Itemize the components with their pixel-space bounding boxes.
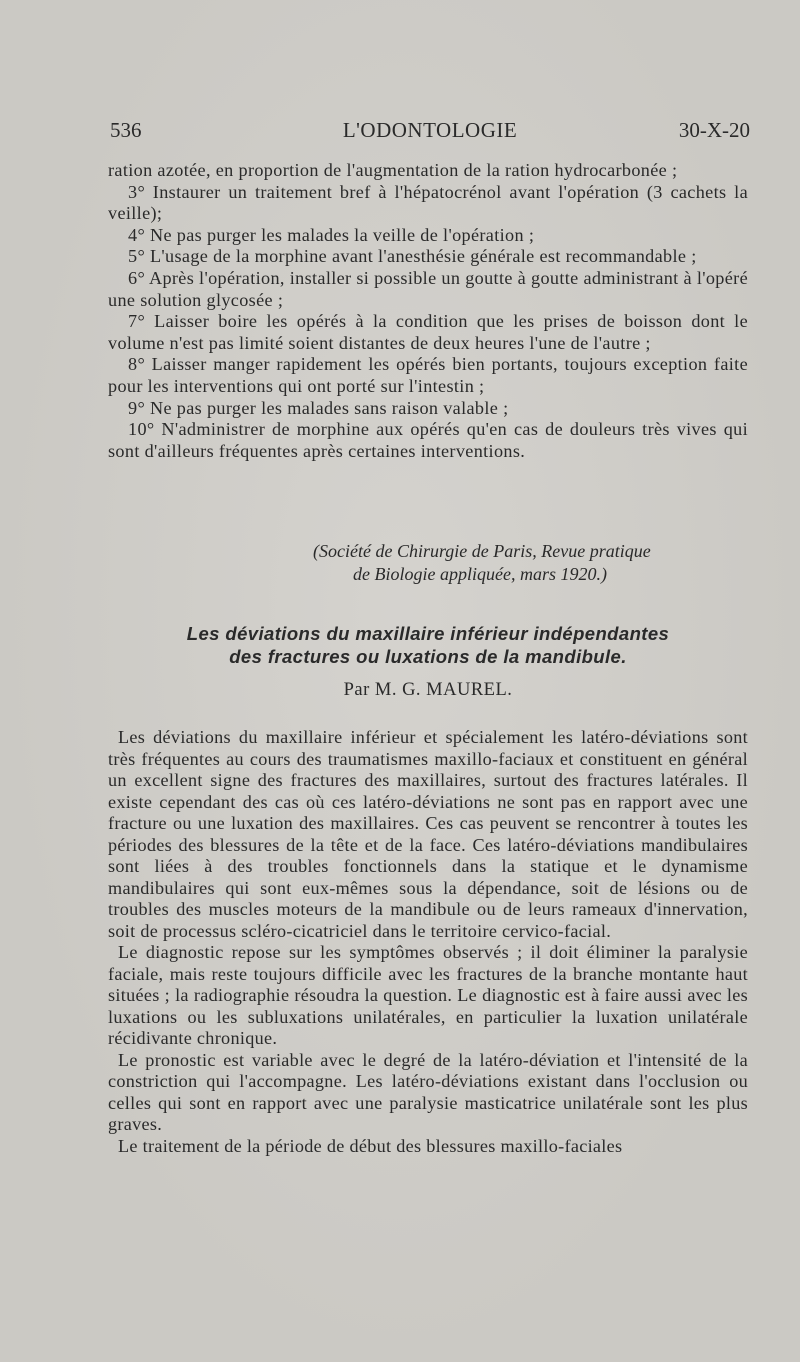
list-item: ration azotée, en proportion de l'augmentation de la ration hydrocarbonée ;: [108, 160, 678, 180]
list-item: 9° Ne pas purger les malades sans raison valable ;: [128, 397, 509, 418]
list-item: 7° Laisser boire les opérés à la condition que les prises de boisson dont le volume n'est pas limité soient distantes de deux heures l'une de l'autre ;: [108, 311, 748, 353]
list-item: 8° Laisser manger rapidement les opérés bien portants, toujours exception faite pour les interventions qui ont porté sur l'intestin ;: [108, 354, 748, 396]
article-paragraph: Les déviations du maxillaire inférieur et spécialement les latéro-déviations sont très fréquentes au cours des traumatismes maxillo-faciaux et constituent en général un excellent signe des fractures des maxillaires, surtout des fractures latérales. Il existe cependant des cas où ces latéro-déviations ne sont pas en rapport avec une fracture ou une luxation des maxillaires. Ces cas peuvent se rencontrer à toutes les périodes des blessures de la tête et de la face. Ces latéro-déviations mandibulaires sont liées à des troubles fonctionnels dans la statique et le dynamisme mandibulaires qui sont eux-mêmes sous la dépendance, soit de lésions ou de troubles des muscles moteurs de la mandibule ou de leurs rameaux d'innervation, soit de processus scléro-cicatriciel dans le territoire cervico-facial.: [108, 727, 748, 941]
article-title-line: Les déviations du maxillaire inférieur indépendantes: [186, 623, 670, 644]
journal-title: L'ODONTOLOGIE: [342, 118, 518, 142]
page-header: [110, 118, 750, 148]
list-item: 10° N'administrer de morphine aux opérés qu'en cas de douleurs très vives qui sont d'ailleurs fréquentes après certaines interventions.: [108, 419, 748, 461]
article-byline: Par M. G. MAUREL.: [343, 680, 513, 700]
issue-date: 30-X-20: [678, 118, 750, 142]
article-title: [108, 622, 748, 668]
article-body: [108, 727, 748, 1157]
list-item: 6° Après l'opération, installer si possible un goutte à goutte administrant à l'opéré une solution glycosée ;: [108, 267, 748, 310]
list-item: 3° Instaurer un traitement bref à l'hépatocrénol avant l'opération (3 cachets la veille);: [108, 181, 748, 224]
list-item: 4° Ne pas purger les malades la veille de l'opération ;: [128, 224, 535, 245]
source-citation: [108, 540, 748, 586]
page-number: 536: [110, 118, 142, 142]
article-paragraph: Le traitement de la période de début des blessures maxillo-faciales: [118, 1135, 623, 1156]
numbered-recommendations: [108, 160, 748, 462]
article-paragraph: Le diagnostic repose sur les symptômes observés ; il doit éliminer la paralysie faciale, mais reste toujours difficile avec les fractures de la branche montante haut situées ; la radiographie résoudra la question. Le diagnostic est à faire aussi avec les luxations ou les subluxations unilatérales, en particulier la luxation unilatérale récidivante chronique.: [108, 942, 748, 1048]
citation-line: de Biologie appliquée, mars 1920.): [353, 564, 607, 584]
citation-line: (Société de Chirurgie de Paris, Revue pratique: [313, 541, 651, 561]
article-title-line: des fractures ou luxations de la mandibule.: [229, 646, 627, 667]
list-item: 5° L'usage de la morphine avant l'anesthésie générale est recommandable ;: [128, 246, 697, 267]
article-paragraph: Le pronostic est variable avec le degré de la latéro-déviation et l'intensité de la constriction qui l'accompagne. Les latéro-déviations existant dans l'occlusion ou celles qui sont en rapport avec une paralysie masticatrice unilatérale sont les plus graves.: [108, 1049, 748, 1134]
